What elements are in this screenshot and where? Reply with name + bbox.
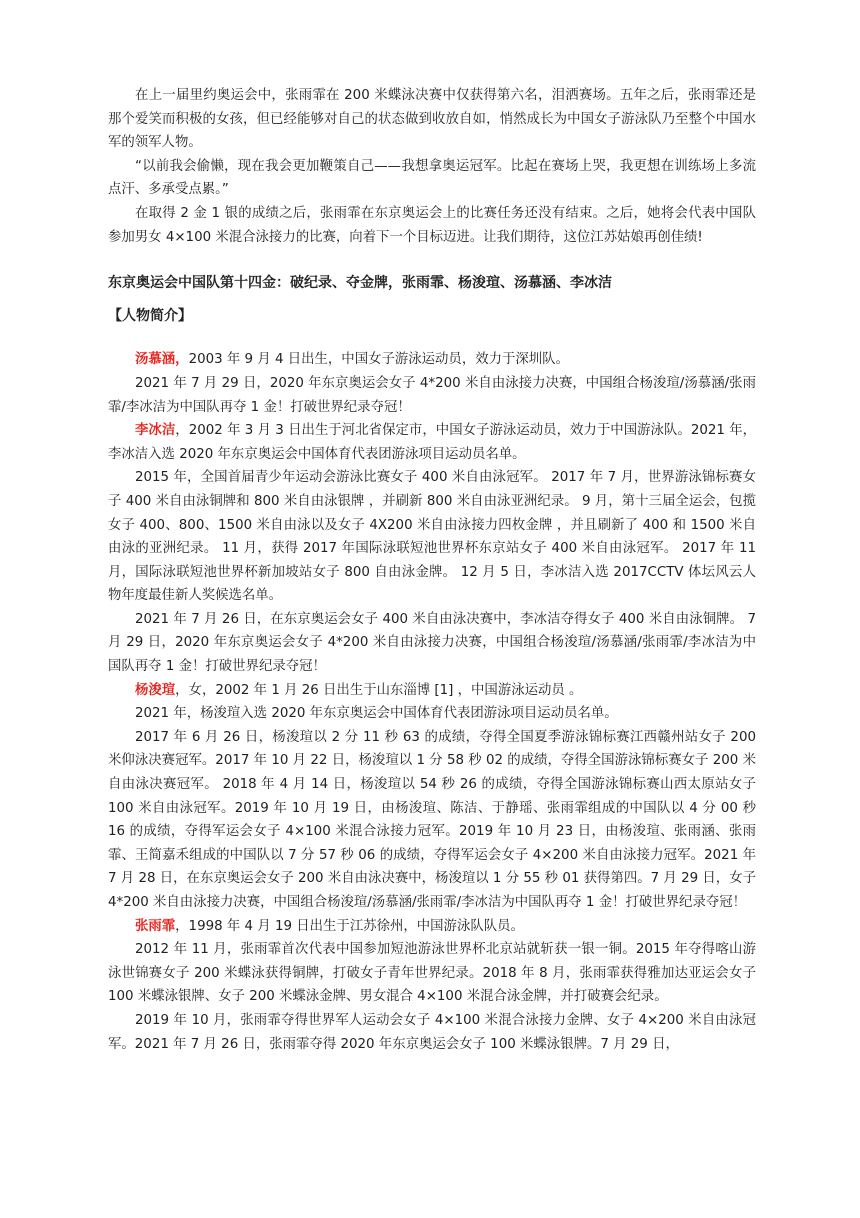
tang-intro-text: 2003 年 9 月 4 日出生，中国女子游泳运动员，效力于深圳队。: [188, 352, 569, 368]
li-name: 李冰洁: [135, 423, 176, 439]
li-paragraph-1: 2015 年，全国首届青少年运动会游泳比赛女子 400 米自由泳冠军。 2017 年 7 月，世界游泳锦标赛女子 400 米自由泳铜牌和 800 米自由泳银牌 ，并刷新 800 米自由泳亚洲纪录。 9 月，第十三届全运会，包揽女子 400、800、1500 米自由泳以及女子 4X200 米自由泳接力四枚金牌 ，并且刷新了 400 和 1500 米自由泳的亚洲纪录。 11 月，获得 2017 年国际泳联短池世界杯东京站女子 400 米自由泳冠军。 2017 年 11 月，国际泳联短池世界杯新加坡站女子 800 自由泳金牌。 12 月 5 日，李冰洁入选 2017CCTV 体坛风云人物年度最佳新人奖候选名单。: [108, 470, 756, 604]
zhang-intro-paragraph: [108, 915, 756, 939]
article-heading: 东京奥运会中国队第十四金：破纪录、夺金牌，张雨霏、杨浚瑄、汤慕涵、李冰洁: [108, 275, 612, 292]
section-title: 【人物简介】: [108, 307, 192, 324]
yang-paragraph-2: 2017 年 6 月 26 日，杨浚瑄以 2 分 11 秒 63 的成绩，夺得全国夏季游泳锦标赛江西赣州站女子 200 米仰泳决赛冠军。2017 年 10 月 22 日，杨浚瑄以 1 分 58 秒 02 的成绩，夺得全国游泳锦标赛女子 200 米自由泳决赛冠军。 2018 年 4 月 14 日，杨浚瑄以 54 秒 26 的成绩，夺得全国游泳锦标赛山西太原站女子 100 米自由泳冠军。2019 年 10 月 19 日，由杨浚瑄、陈洁、于静瑶、张雨霏组成的中国队以 4 分 00 秒 16 的成绩，夺得军运会女子 4×100 米混合泳接力冠军。2019 年 10 月 23 日，由杨浚瑄、张雨涵、张雨霏、王简嘉禾组成的中国队以 7 分 57 秒 06 的成绩，夺得军运会女子 4×200 米自由泳接力冠军。2021 年 7 月 28 日，在东京奥运会女子 200 米自由泳决赛中，杨浚瑄以 1 分 55 秒 01 获得第四。7 月 29 日，女子 4*200 米自由泳接力决赛，中国组合杨浚瑄/汤慕涵/张雨霏/李冰洁为中国队再夺 1 金！打破世界纪录夺冠！: [108, 729, 756, 910]
tang-intro-paragraph: [108, 348, 756, 372]
yang-paragraph-1: 2021 年，杨浚瑄入选 2020 年东京奥运会中国体育代表团游泳项目运动员名单。: [135, 706, 618, 722]
li-intro-paragraph: [108, 419, 756, 466]
li-paragraph-2: 2021 年 7 月 26 日，在东京奥运会女子 400 米自由泳决赛中，李冰洁夺得女子 400 米自由泳铜牌。 7 月 29 日，2020 年东京奥运会女子 4*200 米自由泳接力决赛，中国组合杨浚瑄/汤慕涵/张雨霏/李冰洁为中国队再夺 1 金！打破世界纪录夺冠！: [108, 611, 756, 675]
yang-intro-text: ，女，2002 年 1 月 26 日出生于山东淄博 [1] ，中国游泳运动员 。: [175, 682, 583, 698]
zhang-paragraph-1: 2012 年 11 月，张雨霏首次代表中国参加短池游泳世界杯北京站就斩获一银一铜。2015 年夺得喀山游泳世锦赛女子 200 米蝶泳获得铜牌，打破女子青年世界纪录。2018 年 8 月，张雨霏获得雅加达亚运会女子 100 米蝶泳银牌、女子 200 米蝶泳金牌、男女混合 4×100 米混合泳金牌，并打破赛会纪录。: [108, 942, 756, 1005]
zhang-paragraph-2: 2019 年 10 月，张雨霏夺得世界军人运动会女子 4×100 米混合泳接力金牌、女子 4×200 米自由泳冠军。2021 年 7 月 26 日，张雨霏夺得 2020 年东京奥运会女子 100 米蝶泳银牌。7 月 29 日，: [108, 1012, 756, 1052]
document-page: [108, 84, 756, 1056]
zhang-intro-text: ，1998 年 4 月 19 日出生于江苏徐州，中国游泳队队员。: [175, 918, 524, 934]
intro-quote-paragraph: “以前我会偷懒，现在我会更加鞭策自己——我想拿奥运冠军。比起在赛场上哭，我更想在训练场上多流点汗、多承受点累。”: [108, 158, 756, 198]
intro-paragraph-3: 在取得 2 金 1 银的成绩之后，张雨霏在东京奥运会上的比赛任务还没有结束。之后，她将会代表中国队参加男女 4×100 米混合泳接力的比赛，向着下一个目标迈进。让我们期待，这位江苏姑娘再创佳绩!: [108, 205, 756, 245]
yang-intro-paragraph: [108, 679, 756, 703]
intro-paragraph-1: 在上一届里约奥运会中，张雨霏在 200 米蝶泳决赛中仅获得第六名，泪洒赛场。五年之后，张雨霏还是那个爱笑而积极的女孩，但已经能够对自己的状态做到收放自如，悄然成长为中国女子游泳队乃至整个中国水军的领军人物。: [108, 88, 756, 151]
yang-name: 杨浚瑄: [135, 682, 176, 698]
li-intro-text: ，2002 年 3 月 3 日出生于河北省保定市，中国女子游泳运动员，效力于中国游泳队。2021 年，李冰洁入选 2020 年东京奥运会中国体育代表团游泳项目运动员名单。: [108, 423, 757, 462]
tang-name: 汤慕涵，: [135, 352, 189, 368]
zhang-name: 张雨霏: [135, 918, 176, 934]
tang-paragraph-1: 2021 年 7 月 29 日，2020 年东京奥运会女子 4*200 米自由泳接力决赛，中国组合杨浚瑄/汤慕涵/张雨霏/李冰洁为中国队再夺 1 金！打破世界纪录夺冠！: [108, 375, 756, 415]
